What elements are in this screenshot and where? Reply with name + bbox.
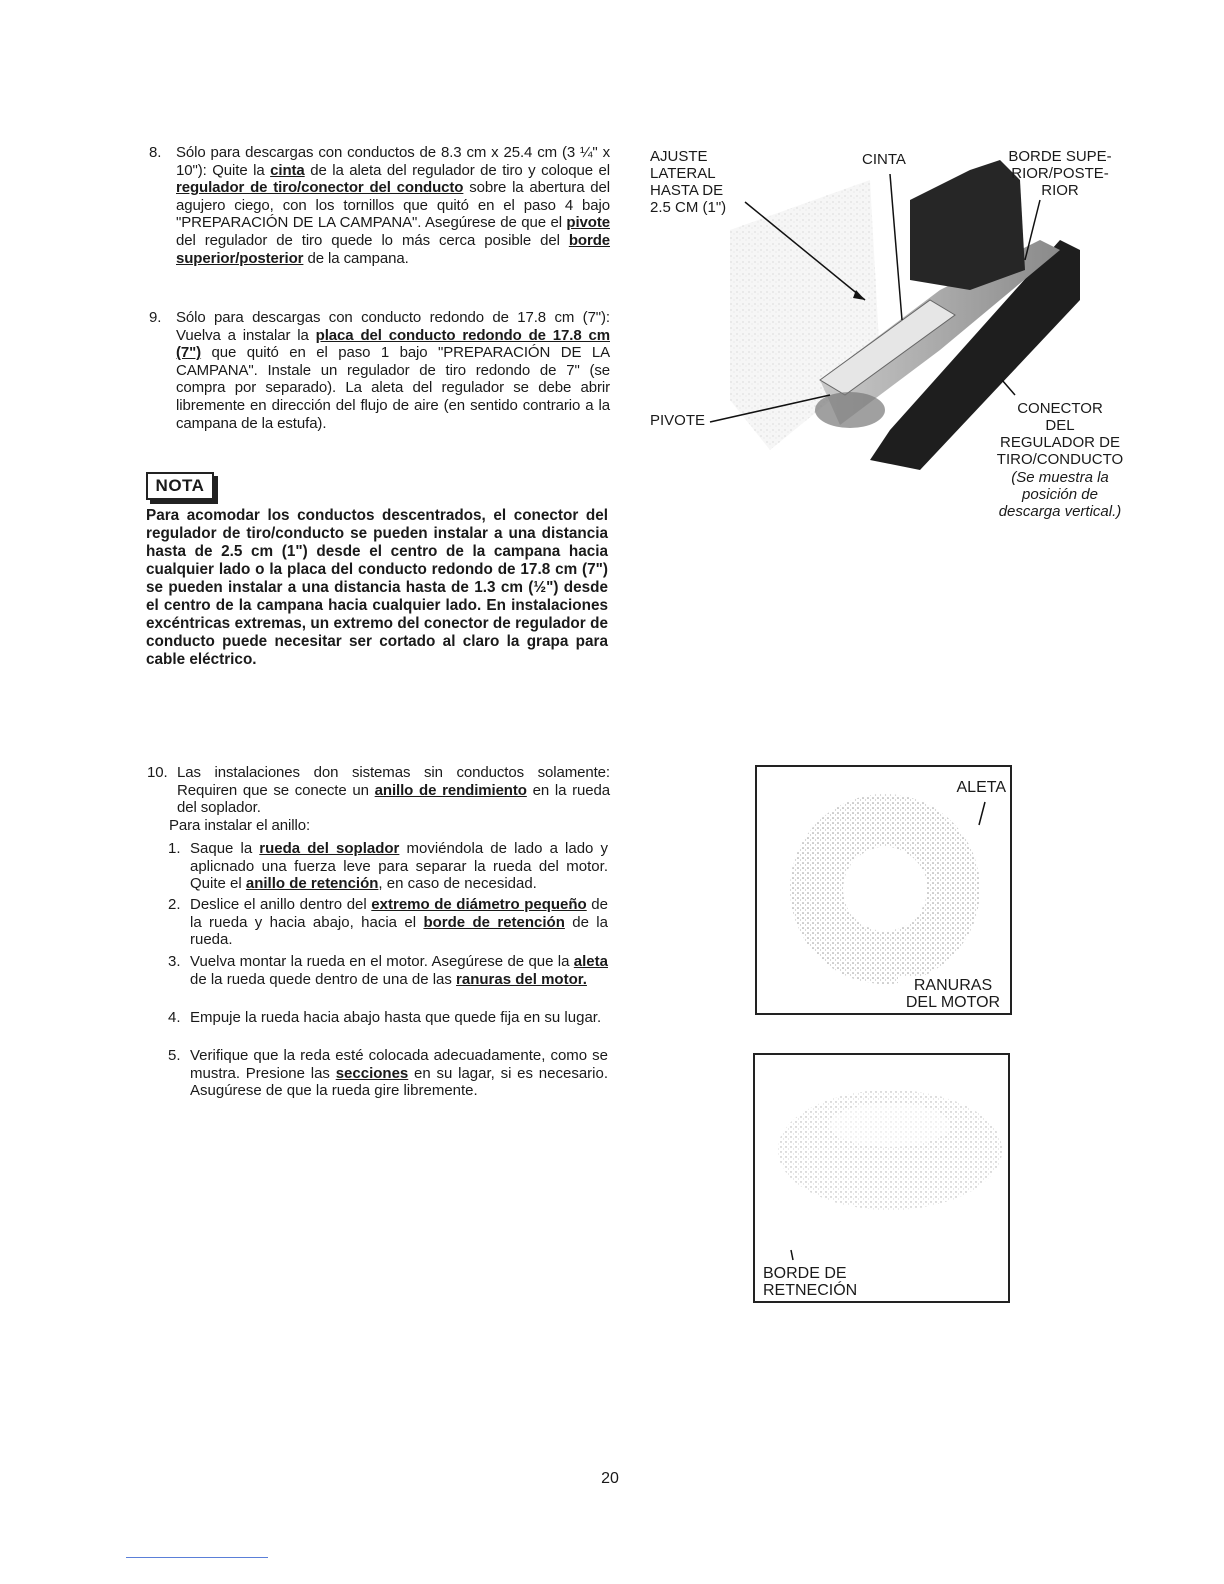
fig1-borde-label: BORDE SUPE- RIOR/POSTE- RIOR [1008,148,1112,199]
footer-rule [126,1557,268,1558]
figure-blower-wheel [755,765,1012,1015]
keyword-pivote: pivote [566,214,610,232]
substep-3: 3. Vuelva montar la rueda en el motor. Asegúrese de que la aleta de la rueda quede dentro de una de las ranuras del motor. [168,953,608,988]
step-8-number: 8. [149,144,162,161]
nota-label: NOTA [146,472,214,500]
page-number: 20 [601,1470,619,1487]
nota-text: Para acomodar los conductos descentrados, el conector del regulador de tiro/conducto se pueden instalar a una distancia hasta de 2.5 cm (1") desde el centro de la campana hacia cualquier lado o la placa del conducto redondo de 17.8 cm (7") se pueden instalar a una distancia hasta de 1.3 cm (½") desde el centro de la campana hacia cualquier lado. En instalaciones excéntricas extremas, un extremo del conector de regulador de conducto puede necesitar ser cortado al claro la grapa para cable eléctrico. [146,507,608,668]
fig2-aleta-label: ALETA [956,779,1006,796]
substep-1: 1. Saque la rueda del soplador moviéndola de lado a lado y aplicnado una fuerza leve para separar la rueda del motor. Quite el anillo de retención, en caso de necesidad. [168,840,609,893]
keyword-placa: placa del conducto redondo de 17.8 cm (7") [176,326,610,362]
step-9-text: Sólo para descargas con conducto redondo de 17.8 cm (7"): Vuelva a instalar la placa del conducto redondo de 17.8 cm (7") que quitó en el paso 1 bajo "PREPARACIÓN DE LA CAMPANA". Instale un regulador de tiro redondo de 7" (se compra por separado). La aleta del regulador se debe abrir libremente en dirección del flujo de aire (en sentido contrario a la campana de la estufa). [176,309,610,432]
fig2-ranuras-label: RANURAS DEL MOTOR [898,977,1008,1011]
step-9-number: 9. [149,309,162,326]
step-8 [149,144,610,267]
fig1-pivote-label: PIVOTE [650,412,706,429]
fig1-cinta-label: CINTA [862,151,906,168]
substep-2: 2. Deslice el anillo dentro del extremo de diámetro pequeño de la rueda y hacia abajo, hacia el borde de retención de la rueda. [168,896,608,949]
keyword-cinta: cinta [270,161,305,179]
fig3-borde-label: BORDE DE RETNECIÓN [763,1265,858,1299]
step-10-number: 10. [147,764,168,781]
figure-retention-edge [753,1053,1010,1303]
step-9 [149,309,610,432]
substep-5: 5. Verifique que la reda esté colocada adecuadamente, como se mustra. Presione las secciones en su lagar, si es necesario. Asugúrese de que la rueda gire libremente. [168,1047,609,1100]
substep-4: 4. Empuje la rueda hacia abajo hasta que quede fija en su lugar. [168,1009,602,1026]
nota-shadow-bottom [150,500,218,504]
fig1-ajuste-label: AJUSTE LATERAL HASTA DE 2.5 CM (1") [650,148,727,216]
step-8-text: Sólo para descargas con conductos de 8.3 cm x 25.4 cm (3 ¼" x 10"): Quite la cinta de la aleta del regulador de tiro y coloque el regulador de tiro/conector del conducto sobre la abertura del agujero ciego, con los tornillos que quitó en el paso 4 bajo "PREPARACIÓN DE LA CAMPANA". Asegúrese de que el pivote del regulador de tiro quede lo más cerca posible del borde superior/posterior de la campana. [176,144,610,267]
fig1-conector-label: CONECTOR DEL REGULADOR DE TIRO/CONDUCTO [996,400,1124,468]
pivot-shadow [815,392,885,428]
keyword-regulador: regulador de tiro/conector del conducto [176,179,464,197]
step-10-intro: Para instalar el anillo: [169,816,311,834]
keyword-anillo-rendimiento: anillo de rendimiento [374,781,527,799]
step-10 [147,764,610,834]
step-10-text: Las instalaciones don sistemas sin conductos solamente: Requiren que se conecte un anillo de rendimiento en la rueda del soplador. [177,764,610,817]
fig1-caption: (Se muestra la posición de descarga vertical.) [998,469,1122,520]
keyword-borde: borde superior/posterior [176,231,610,267]
